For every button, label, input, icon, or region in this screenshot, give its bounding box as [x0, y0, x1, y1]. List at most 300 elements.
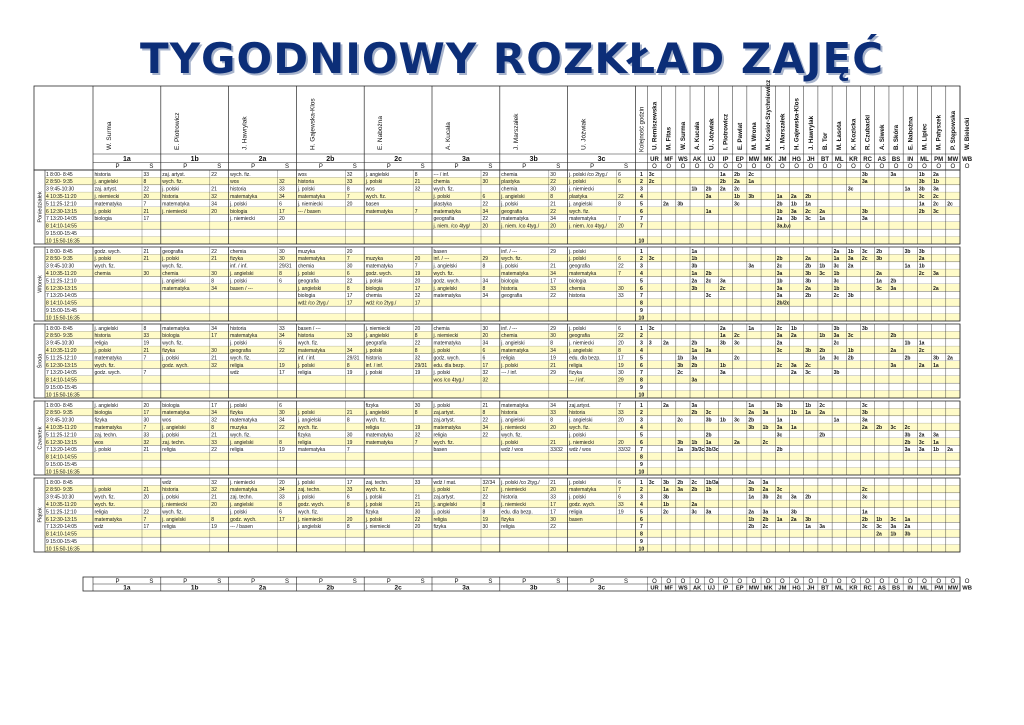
assignment-text: 3b [918, 248, 925, 255]
room-text: 22 [211, 171, 217, 178]
room-text: 8 [550, 340, 554, 347]
subject-text: godz. wych. [365, 271, 393, 277]
subject-text: wdż / wos [569, 447, 592, 454]
footer-class-code: 3a [462, 584, 470, 592]
teacher-circle: O [851, 164, 856, 170]
teacher-code: RC [863, 157, 872, 163]
assignment-text: 1b [762, 425, 769, 431]
assignment-text: 1b [776, 278, 783, 285]
teacher-circle: O [822, 164, 828, 170]
subject-text: godz. wych. [94, 248, 121, 255]
subject-text: j. angielski [230, 439, 254, 446]
subject-text: j. angielski [297, 524, 322, 531]
room-text: 19 [143, 340, 150, 347]
teacher-code: WB [962, 157, 973, 163]
room-text: 20 [550, 487, 556, 494]
time-label: 1 8:00- 8:45 [46, 171, 73, 178]
assignment-text: 2b [890, 333, 897, 340]
room-text: 8 [143, 179, 147, 186]
hour-number: 2 [639, 487, 643, 494]
assignment-text: 2b [805, 263, 812, 270]
footer-p: P [183, 578, 188, 585]
footer-teacher-code: UJ [707, 585, 716, 592]
subject-text: --- / inf. [433, 171, 450, 178]
hour-number: 10 [638, 238, 645, 245]
assignment-text: 1a [691, 248, 698, 255]
subject-text: j. angielski [365, 333, 390, 340]
assignment-text: 1a [819, 216, 825, 223]
subject-text: j. angielski [162, 278, 186, 285]
hour-number: 1 [639, 171, 643, 178]
subject-text: j. polski [94, 348, 112, 354]
room-text: 21 [550, 362, 556, 369]
assignment-text: 2c [833, 340, 840, 347]
assignment-text: 2a [748, 410, 754, 417]
hour-number: 6 [639, 285, 643, 292]
assignment-text: 1a [691, 271, 698, 277]
assignment-text: 1b/3a [705, 479, 719, 486]
subject-text: godz. wych. [569, 502, 596, 508]
subject-text: religia [162, 447, 176, 454]
assignment-text: 2a [904, 524, 911, 531]
subject-text: j. angielski [297, 417, 322, 424]
footer-teacher-circle: O [822, 578, 828, 585]
hour-number: 6 [639, 208, 643, 215]
assignment-text: 3c [648, 325, 655, 332]
footer-teacher-code: BT [821, 585, 829, 592]
assignment-text: 2b [677, 479, 684, 486]
subject-text: biologia [569, 278, 587, 285]
room-text: 7 [143, 516, 147, 523]
room-text: 20 [482, 333, 489, 340]
assignment-text: 3b [790, 509, 797, 516]
room-text: 32 [482, 370, 489, 377]
footer-class-code: 1b [190, 584, 199, 592]
room-text: 30 [482, 524, 489, 531]
subject-text: matematyka [297, 348, 326, 354]
room-text: 6 [618, 325, 621, 332]
assignment-text: 3a [862, 417, 868, 424]
time-label: 6 12:30-13:15 [46, 439, 77, 446]
room-text: 20 [143, 494, 150, 501]
subject-text: historia [569, 410, 586, 417]
assignment-text: 2c [833, 293, 840, 300]
time-label: 2 8:50- 9:35 [46, 333, 73, 340]
hour-number: 8 [639, 531, 643, 538]
room-text: 33 [618, 410, 624, 417]
hour-number: 2 [639, 333, 643, 340]
subject-text: muzyka [297, 248, 316, 255]
room-text: 17 [414, 285, 421, 292]
subject-text: j. polski [94, 208, 112, 215]
subject-text: j. polski [433, 348, 451, 354]
room-text: 8 [211, 516, 215, 523]
assignment-text: 2b [904, 439, 911, 446]
row-band [45, 545, 960, 552]
assignment-text: 2b/2c [776, 300, 790, 307]
assignment-text: 3b [833, 325, 840, 332]
subject-text: j. angielski [162, 425, 186, 431]
footer-class-code: 3c [597, 584, 606, 592]
assignment-text: 1b [847, 248, 854, 255]
assignment-text: 2a [776, 340, 783, 347]
time-label: 7 13:20-14:05 [46, 524, 77, 531]
subject-text: j. polski [365, 278, 383, 285]
assignment-text: 2a [847, 263, 854, 270]
subject-text: matematyka [94, 425, 122, 431]
room-text: 21 [211, 494, 217, 501]
subject-text: matematyka [162, 285, 190, 292]
assignment-text: 3c [776, 487, 783, 494]
assignment-text: 3a [691, 355, 698, 362]
assignment-text: 3a [719, 370, 726, 377]
time-label: 7 13:20-14:05 [46, 370, 77, 377]
assignment-text: 2b [762, 516, 769, 523]
room-text: 8 [414, 348, 418, 354]
room-text: 32 [211, 194, 217, 200]
assignment-text: 3a [847, 256, 854, 263]
footer-teacher-circle: O [808, 578, 814, 585]
subject-text: wych. fiz. [297, 425, 319, 431]
assignment-text: 2c [719, 285, 726, 292]
teacher-circle: O [922, 164, 927, 170]
assignment-text: 1b [691, 186, 698, 193]
room-text: 32 [143, 439, 150, 446]
class-code: 3a [462, 156, 470, 163]
assignment-text: 1a [663, 487, 669, 494]
room-text: 20 [618, 340, 624, 347]
subject-text: --- / basen [230, 524, 253, 531]
assignment-text: 2a [947, 355, 953, 362]
assignment-text: 2c [933, 201, 939, 208]
assignment-text: 2c [862, 487, 868, 494]
subject-text: historia [569, 293, 586, 300]
subject-text: j. niemiecki [501, 502, 527, 508]
assignment-text: 1a [933, 362, 939, 369]
room-text: 22 [550, 179, 556, 186]
footer-teacher-circle: O [680, 578, 686, 585]
assignment-text: 1b [918, 263, 925, 270]
time-label: 5 11:25-12:10 [46, 432, 77, 439]
assignment-text: 2a [933, 285, 939, 292]
assignment-text: 2a [762, 487, 769, 494]
subject-text: matematyka [162, 201, 190, 208]
row-band [45, 237, 960, 244]
room-text: 22 [482, 201, 489, 208]
time-label: 10 15:50-16:35 [46, 469, 80, 476]
subject-text: inf. / inf. [297, 355, 316, 362]
subject-text: matematyka [230, 417, 258, 424]
room-text: 8 [414, 410, 418, 417]
assignment-text: 1b [719, 362, 726, 369]
room-text: 33 [346, 487, 353, 494]
room-text: 8 [482, 410, 486, 417]
room-text: 17 [482, 362, 489, 369]
sub-header-p: P [251, 164, 256, 170]
time-label: 6 12:30-13:15 [46, 516, 77, 523]
assignment-text: 3c [890, 516, 897, 523]
time-label: 4 10:35-11:20 [46, 425, 77, 431]
room-text: 6 [482, 194, 486, 200]
subject-text: j. polski [569, 325, 586, 332]
footer-p: P [454, 578, 459, 585]
assignment-text: 3b [862, 325, 868, 332]
footer-teacher-code: WB [962, 585, 972, 592]
subject-text: wos [365, 186, 375, 193]
room-text: 33/32 [618, 447, 631, 454]
footer-teacher-code: KR [849, 585, 858, 592]
assignment-text: 3c [705, 410, 712, 417]
hour-number: 6 [639, 516, 643, 523]
room-text: 30 [346, 263, 353, 270]
room-text: 19 [414, 425, 421, 431]
sub-header-p: P [454, 164, 459, 170]
subject-text: j. angielski [94, 325, 118, 332]
assignment-text: 3b [762, 494, 769, 501]
footer-teacher-circle: O [794, 578, 799, 585]
room-text: 32 [211, 479, 217, 486]
footer-teacher-circle: O [765, 578, 771, 585]
teacher-code: ML [920, 157, 929, 163]
room-text: 30 [211, 271, 217, 277]
hour-number: 1 [639, 402, 643, 409]
assignment-text: 2a [918, 362, 925, 369]
room-text: 32 [414, 432, 421, 439]
assignment-text: 1b [933, 447, 939, 454]
assignment-text: 3c [819, 271, 825, 277]
assignment-text: 3b [677, 201, 684, 208]
subject-text: j. polski [501, 362, 518, 369]
assignment-text: 3a [762, 509, 769, 516]
subject-text: religia [230, 362, 244, 369]
hour-number: 3 [639, 263, 643, 270]
teacher-circle: O [865, 164, 870, 170]
subject-text: historia [297, 333, 315, 340]
room-text: 17 [211, 402, 217, 409]
room-text: 20 [414, 256, 421, 263]
assignment-text: 2b [876, 248, 883, 255]
subject-text: j. polski [162, 256, 179, 263]
room-text: 21 [414, 179, 421, 186]
assignment-text: 3a [890, 285, 897, 292]
room-text: 22 [346, 278, 353, 285]
room-text: 20 [211, 502, 217, 508]
room-text: 17 [550, 509, 556, 516]
subject-text: wdż / mat. [433, 479, 457, 486]
subject-text: j. angielski [569, 417, 593, 424]
hour-number: 1 [639, 479, 643, 486]
subject-text: wych. fiz. [365, 417, 387, 424]
room-text: 21 [346, 410, 353, 417]
assignment-text: 1a [805, 524, 811, 531]
subject-text: biologia [297, 293, 316, 300]
class-teacher-label: A. Kucała [445, 122, 452, 150]
time-label: 2 8:50- 9:35 [46, 256, 73, 263]
footer-teacher-circle: O [922, 578, 927, 585]
teacher-name-label: A. Siwek [878, 124, 886, 150]
footer-s: S [556, 578, 561, 585]
assignment-text: 1b [819, 333, 826, 340]
teacher-code: AK [692, 157, 702, 163]
room-text: 30 [482, 325, 489, 332]
room-text: 33 [143, 432, 150, 439]
subject-text: geografia [569, 333, 590, 340]
room-text: 20 [143, 194, 150, 200]
teacher-code: BS [891, 157, 901, 163]
hour-number: 7 [639, 216, 643, 223]
assignment-text: 3c [648, 256, 655, 263]
subject-text: historia [94, 171, 111, 178]
subject-text: wdż [94, 524, 104, 531]
room-text: 21 [211, 432, 217, 439]
teacher-code: BT [821, 157, 830, 163]
subject-text: matematyka [297, 447, 326, 454]
subject-text: j. polski [433, 509, 451, 516]
time-label: 5 11:25-12:10 [46, 355, 77, 362]
room-text: 33 [279, 186, 285, 193]
subject-text: j. niemiecki [569, 439, 594, 446]
room-text: 34 [482, 425, 489, 431]
assignment-text: 1a [776, 194, 783, 200]
room-text: 20 [346, 201, 353, 208]
subject-text: historia [162, 194, 179, 200]
room-text: 19 [211, 524, 217, 531]
sub-header-s: S [217, 164, 222, 170]
assignment-text: 2c [776, 362, 783, 369]
assignment-text: 2b [819, 348, 826, 354]
subject-text: j. niemiecki [501, 487, 527, 494]
row-band [45, 453, 960, 460]
teacher-code: JH [806, 157, 815, 163]
teacher-circle: O [666, 164, 672, 170]
assignment-text: 3c [705, 293, 712, 300]
subject-text: --- / basen [297, 208, 321, 215]
room-text: 22 [618, 194, 624, 200]
footer-teacher-circle: O [950, 578, 956, 585]
time-label: 4 10:35-11:20 [46, 348, 77, 354]
hour-number: 7 [639, 447, 643, 454]
assignment-text: 1a [776, 516, 783, 523]
room-text: 22 [550, 524, 556, 531]
assignment-text: 1a [776, 417, 783, 424]
room-text: 22 [414, 340, 421, 347]
footer-teacher-code: MW [748, 585, 760, 592]
assignment-text: 3b [805, 348, 812, 354]
assignment-text: 1a [805, 410, 811, 417]
time-label: 2 8:50- 9:35 [46, 410, 73, 417]
room-text: 21 [211, 355, 217, 362]
subject-text: muzyka [230, 425, 248, 431]
sub-header-s: S [352, 164, 357, 170]
subject-text: wych. fiz. [433, 439, 455, 446]
room-text: 29/31 [279, 263, 292, 270]
assignment-text: 2c [691, 479, 698, 486]
subject-text: j. polski [569, 479, 586, 486]
assignment-text: 2a [933, 171, 939, 178]
class-teacher-label: J. Hawrylak [241, 116, 249, 150]
teacher-name-label: R. Czubacki [864, 114, 872, 150]
subject-text: matematyka [94, 201, 122, 208]
time-label: 10 15:50-16:35 [46, 238, 80, 245]
hour-number: 8 [639, 454, 643, 461]
subject-text: zaj.artyst. [433, 417, 455, 424]
subject-text: chemia [297, 263, 315, 270]
subject-text: --- / inf. [501, 370, 518, 377]
room-text: 21 [211, 186, 217, 193]
subject-text: matematyka [297, 194, 326, 200]
teacher-name-label: M. Fitas [665, 126, 673, 150]
teacher-name-label: I. Piotrowicz [722, 113, 730, 150]
teacher-code: IP [722, 157, 729, 163]
room-text: 17 [211, 333, 217, 340]
subject-text: j. polski [433, 194, 451, 200]
room-text: 17 [550, 502, 556, 508]
assignment-text: 3b [904, 248, 911, 255]
room-text: 20 [279, 479, 285, 486]
subject-text: fizyka [365, 402, 379, 409]
time-label: 10 15:50-16:35 [46, 392, 80, 399]
subject-text: j. polski [297, 479, 315, 486]
subject-text: j. niem. /co 4tyg/ [433, 223, 470, 230]
footer-teacher-code: RC [863, 585, 872, 592]
assignment-text: 3a [705, 348, 712, 354]
subject-text: wych. fiz. [297, 509, 319, 516]
subject-text: godz. wych. [230, 516, 257, 523]
room-text: 8 [482, 263, 486, 270]
assignment-text: 2b [705, 271, 712, 277]
subject-text: matematyka [365, 439, 393, 446]
footer-p: P [522, 578, 527, 585]
room-text: 22 [414, 516, 421, 523]
time-label: 7 13:20-14:05 [46, 293, 77, 300]
room-text: 7 [414, 208, 418, 215]
hour-number: 10 [638, 469, 645, 476]
subject-text: j. polski [230, 402, 247, 409]
assignment-text: 2a [876, 271, 882, 277]
subject-text: historia [501, 285, 518, 292]
assignment-text: 1a [790, 425, 797, 431]
footer-teacher-circle: O [652, 578, 657, 585]
assignment-text: 3a [819, 524, 825, 531]
room-text: 33 [211, 439, 217, 446]
room-text: 30 [550, 516, 556, 523]
teacher-name-label: M. Lipiec [921, 123, 929, 150]
day-label: Piątek [37, 507, 44, 523]
assignment-text: 3a [790, 494, 797, 501]
row-band [45, 376, 960, 383]
assignment-text: 2b [691, 487, 698, 494]
teacher-code: ML [834, 157, 844, 163]
room-text: 30 [279, 256, 285, 263]
subject-text: wos [94, 439, 104, 446]
assignment-text: 2c [805, 362, 811, 369]
assignment-text: 3c [918, 194, 925, 200]
room-text: 29 [618, 377, 624, 384]
hour-number: 4 [639, 194, 643, 200]
room-text: 21 [550, 479, 556, 486]
subject-text: j. polski [433, 487, 451, 494]
assignment-text: 2c [776, 494, 783, 501]
day-label: Czwartek [37, 426, 44, 450]
room-text: 30 [550, 333, 556, 340]
subject-text: j. polski [297, 186, 315, 193]
subject-text: basen [433, 447, 448, 454]
subject-text: chemia [501, 171, 518, 178]
room-text: 33 [143, 333, 150, 340]
room-text: 29/31 [414, 362, 428, 369]
room-text: 7 [143, 201, 147, 208]
subject-text: matematyka [230, 333, 258, 340]
